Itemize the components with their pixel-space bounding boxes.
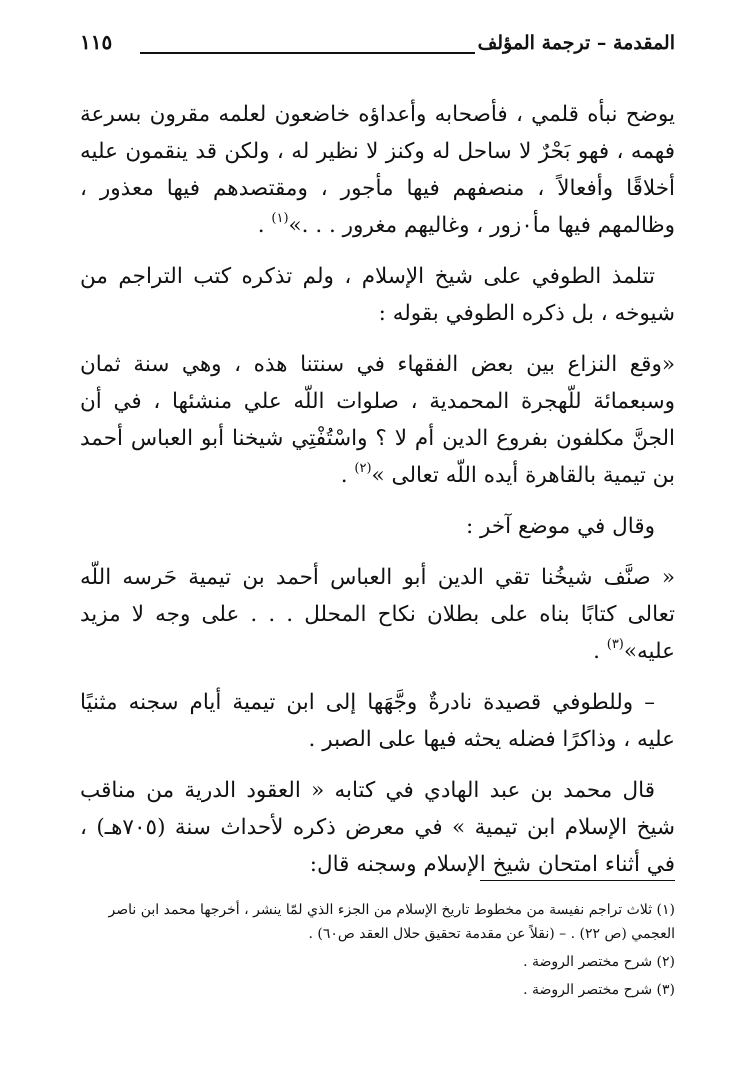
footnotes [80, 898, 675, 1006]
header-title: المقدمة – ترجمة المؤلف [477, 32, 675, 54]
paragraph-5: قال محمد بن عبد الهادي في كتابه « العقود الدرية من مناقب شيخ الإسلام ابن تيمية » في معرض ذكره لأحداث سنة (٧٠٥هـ) ، في أثناء امتحان شيخ الإسلام وسجنه قال: [80, 778, 675, 877]
quote-1-text: «وقع النزاع بين بعض الفقهاء في سنتنا هذه ، وهي سنة ثمان وسبعمائة للّهجرة المحمدية ، صلوات اللّه علي منشئها ، في أن الجنَّ مكلفون بفروع الدين أم لا ؟ واسْتُفْتِي شيخنا أبو العباس أحمد بن تيمية بالقاهرة أيده اللّه تعالى » [80, 352, 675, 488]
quote-1-end: . [340, 463, 355, 488]
paragraph-4: – وللطوفي قصيدة نادرةٌ وجَّهَها إلى ابن تيمية أيام سجنه مثنيًا عليه ، وذاكرًا فضله يحثه فيها على الصبر . [80, 690, 675, 752]
header-rule [140, 52, 475, 54]
main-text [80, 96, 675, 897]
page-number: ١١٥ [80, 30, 113, 54]
footnote-ref-1: (١) [271, 211, 289, 226]
quote-2 [80, 559, 675, 670]
quote-2-text: « صنَّف شيخُنا تقي الدين أبو العباس أحمد بن تيمية حَرسه اللّه تعالى كتابًا بناه على بطلان نكاح المحلل . . . على وجه لا مزيد عليه» [80, 565, 675, 664]
footnote-2: (٢) شرح مختصر الروضة . [523, 954, 675, 970]
paragraph-3: وقال في موضع آخر : [465, 514, 655, 539]
running-header [80, 30, 675, 64]
paragraph-2: تتلمذ الطوفي على شيخ الإسلام ، ولم تذكره كتب التراجم من شيوخه ، بل ذكره الطوفي بقوله : [80, 264, 675, 326]
footnote-ref-2: (٢) [354, 461, 372, 476]
paragraph-1-text: يوضح نبأه قلمي ، فأصحابه وأعداؤه خاضعون لعلمه مقرون بسرعة فهمه ، فهو بَحْرٌ لا ساحل له وكنز لا نظير له ، ولكن قد ينقمون عليه أخلاقًا وأفعالاً ، منصفهم فيها مأجور ، ومقتصدهم فيها معذور ، وظالمهم فيها مأ٠زور ، وغاليهم مغرور . . .» [80, 102, 675, 238]
paragraph-1-end: . [257, 213, 272, 238]
paragraph-1 [80, 96, 675, 244]
footnote-ref-3: (٣) [606, 637, 624, 652]
footnote-3: (٣) شرح مختصر الروضة . [523, 982, 675, 998]
footnote-separator [480, 880, 675, 881]
footnote-1: (١) ثلاث تراجم نفيسة من مخطوط تاريخ الإسلام من الجزء الذي لمّا ينشر ، أخرجها محمد ابن ناصر العجمي (ص ٢٢) . – (نقلاً عن مقدمة تحقيق حلال العقد ص٦٠) . [108, 902, 675, 942]
quote-2-end: . [593, 639, 607, 664]
quote-1 [80, 346, 675, 494]
